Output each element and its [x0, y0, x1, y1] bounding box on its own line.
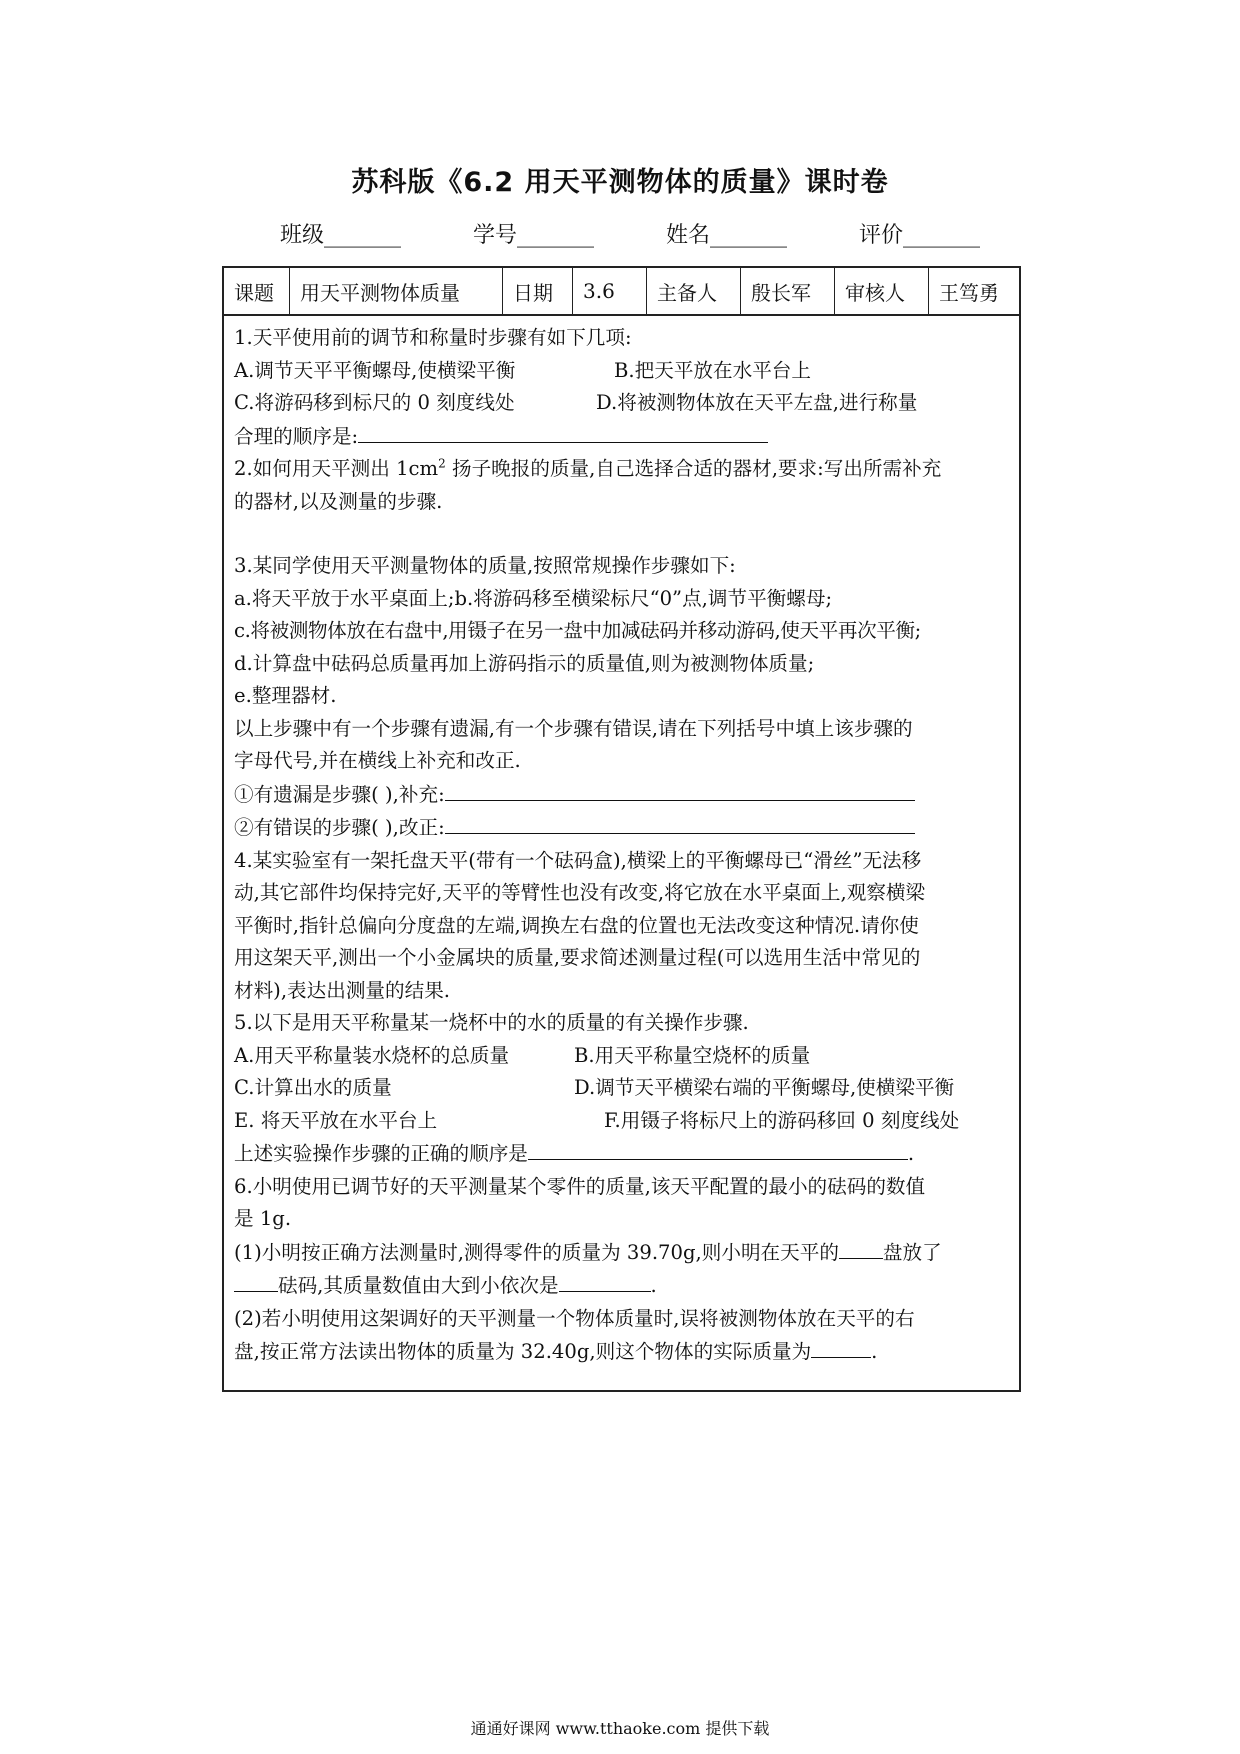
q6-part1-end: .: [650, 1274, 657, 1297]
preparer-label: 主备人: [647, 268, 741, 314]
class-field[interactable]: 班级_______: [280, 223, 402, 248]
preparer-value: 殷长军: [741, 268, 835, 314]
q1-order-line: [234, 420, 1011, 454]
q3-step-e: e.整理器材.: [234, 684, 337, 707]
student-number-field[interactable]: 学号_______: [472, 223, 594, 248]
q5-option-f: F.用镊子将标尺上的游码移回 0 刻度线处: [604, 1108, 960, 1132]
q3-stem: 3.某同学使用天平测量物体的质量,按照常规操作步骤如下:: [234, 554, 736, 577]
q3-missing-line: [234, 778, 1011, 812]
q1-stem: 1.天平使用前的调节和称量时步骤有如下几项:: [234, 326, 632, 349]
name-field[interactable]: 姓名_______: [665, 223, 787, 248]
q5-order-label: 上述实验操作步骤的正确的顺序是: [234, 1142, 528, 1165]
topic-value: 用天平测物体质量: [290, 268, 503, 314]
q3-step-c: c.将被测物体放在右盘中,用镊子在另一盘中加减砝码并移动游码,使天平再次平衡;: [234, 619, 921, 642]
q6-line-2: 是 1g.: [234, 1207, 292, 1230]
q1-answer-blank[interactable]: [358, 420, 768, 443]
topic-label: 课题: [224, 268, 290, 314]
q5-option-d: D.调节天平横梁右端的平衡螺母,使横梁平衡: [574, 1076, 955, 1099]
q6-actual-mass-blank[interactable]: [811, 1335, 871, 1358]
q6-part2-end: .: [871, 1340, 878, 1363]
q6-pan-blank[interactable]: [839, 1236, 883, 1259]
q6-part1-text-b: 盘放了: [882, 1240, 942, 1264]
q2-superscript: 2: [438, 456, 446, 471]
q6-values-blank[interactable]: [559, 1269, 651, 1292]
q1-option-a: A.调节天平平衡螺母,使横梁平衡: [234, 358, 516, 382]
q3-step-ab: a.将天平放于水平桌面上;b.将游码移至横梁标尺“0”点,调节平衡螺母;: [234, 586, 833, 610]
q3-wrong-label: ②有错误的步骤( ),改正:: [234, 816, 445, 839]
q4-line-1: 4.某实验室有一架托盘天平(带有一个砝码盒),横梁上的平衡螺母已“滑丝”无法移: [234, 848, 922, 872]
q1-option-d: D.将被测物体放在天平左盘,进行称量: [596, 391, 918, 414]
q2-line-1-pre: 2.如何用天平测出 1cm: [234, 457, 439, 480]
q3-missing-label: ①有遗漏是步骤( ),补充:: [234, 782, 445, 806]
q2-line-1-post: 扬子晚报的质量,自己选择合适的器材,要求:写出所需补充: [445, 457, 942, 480]
q4-line-3: 平衡时,指针总偏向分度盘的左端,调换左右盘的位置也无法改变这种情况.请你使: [234, 913, 919, 937]
q2-answer-space[interactable]: [234, 518, 1011, 550]
q1-option-b: B.把天平放在水平台上: [614, 358, 811, 382]
q5-options-cd: [234, 1072, 1011, 1105]
q5-stem: 5.以下是用天平称量某一烧杯中的水的质量的有关操作步骤.: [234, 1011, 749, 1034]
q6-part1-line-1: [234, 1236, 1011, 1270]
q6-line-1: 6.小明使用已调节好的天平测量某个零件的质量,该天平配置的最小的砝码的数值: [234, 1174, 926, 1198]
worksheet-table: [222, 266, 1021, 1392]
q1-options-cd: [234, 387, 1011, 420]
q5-order-line: [234, 1137, 1011, 1171]
q6-part2-line-1: (2)若小明使用这架调好的天平测量一个物体质量时,误将被测物体放在天平的右: [234, 1306, 915, 1330]
q2-line-1: [234, 453, 1011, 486]
q2-line-2: 的器材,以及测量的步骤.: [234, 489, 443, 513]
page-title: 苏科版《6.2 用天平测物体的质量》课时卷: [351, 167, 889, 198]
q3-missing-blank[interactable]: [445, 778, 915, 801]
q5-option-e: E. 将天平放在水平台上: [234, 1108, 438, 1132]
q3-wrong-line: [234, 811, 1011, 845]
date-value: 3.6: [573, 268, 647, 314]
q5-options-ab: [234, 1040, 1011, 1073]
q1-order-label: 合理的顺序是:: [234, 424, 359, 448]
q6-part2-text-b: 盘,按正常方法读出物体的质量为 32.40g,则这个物体的实际质量为: [234, 1340, 812, 1363]
student-info-fields: [280, 218, 980, 249]
info-header-row: [224, 268, 1019, 316]
q4-line-5: 材料),表达出测量的结果.: [234, 978, 451, 1002]
q4-line-2: 动,其它部件均保持完好,天平的等臂性也没有改变,将它放在水平桌面上,观察横梁: [234, 881, 926, 904]
q4-line-4: 用这架天平,测出一个小金属块的质量,要求简述测量过程(可以选用生活中常见的: [234, 946, 921, 969]
q3-note-1: 以上步骤中有一个步骤有遗漏,有一个步骤有错误,请在下列括号中填上该步骤的: [234, 716, 913, 740]
q5-options-ef: [234, 1105, 1011, 1138]
q3-note-2: 字母代号,并在横线上补充和改正.: [234, 749, 521, 772]
footer-source: 通通好课网 www.tthaoke.com 提供下载: [470, 1719, 770, 1738]
q1-options-ab: [234, 355, 1011, 388]
q3-wrong-blank[interactable]: [445, 811, 915, 834]
grade-field[interactable]: 评价_______: [858, 223, 980, 248]
q6-count-blank[interactable]: [234, 1269, 278, 1292]
q6-part1-text-a: (1)小明按正确方法测量时,测得零件的质量为 39.70g,则小明在天平的: [234, 1240, 839, 1264]
questions-body: [224, 316, 1019, 1369]
q5-option-c: C.计算出水的质量: [234, 1076, 392, 1099]
date-label: 日期: [503, 268, 573, 314]
reviewer-value: 王笃勇: [939, 280, 999, 305]
q5-answer-blank[interactable]: [528, 1137, 908, 1160]
q6-part2-line-2: [234, 1335, 1011, 1369]
reviewer-label: 审核人: [835, 268, 929, 314]
q5-option-a: A.用天平称量装水烧杯的总质量: [234, 1043, 510, 1067]
q1-option-c: C.将游码移到标尺的 0 刻度线处: [234, 391, 515, 414]
q5-option-b: B.用天平称量空烧杯的质量: [574, 1043, 811, 1067]
q6-part1-text-c: 砝码,其质量数值由大到小依次是: [278, 1274, 559, 1297]
q5-order-end: .: [907, 1142, 915, 1165]
q6-part1-line-2: [234, 1269, 1011, 1303]
q3-step-d: d.计算盘中砝码总质量再加上游码指示的质量值,则为被测物体质量;: [234, 651, 815, 675]
